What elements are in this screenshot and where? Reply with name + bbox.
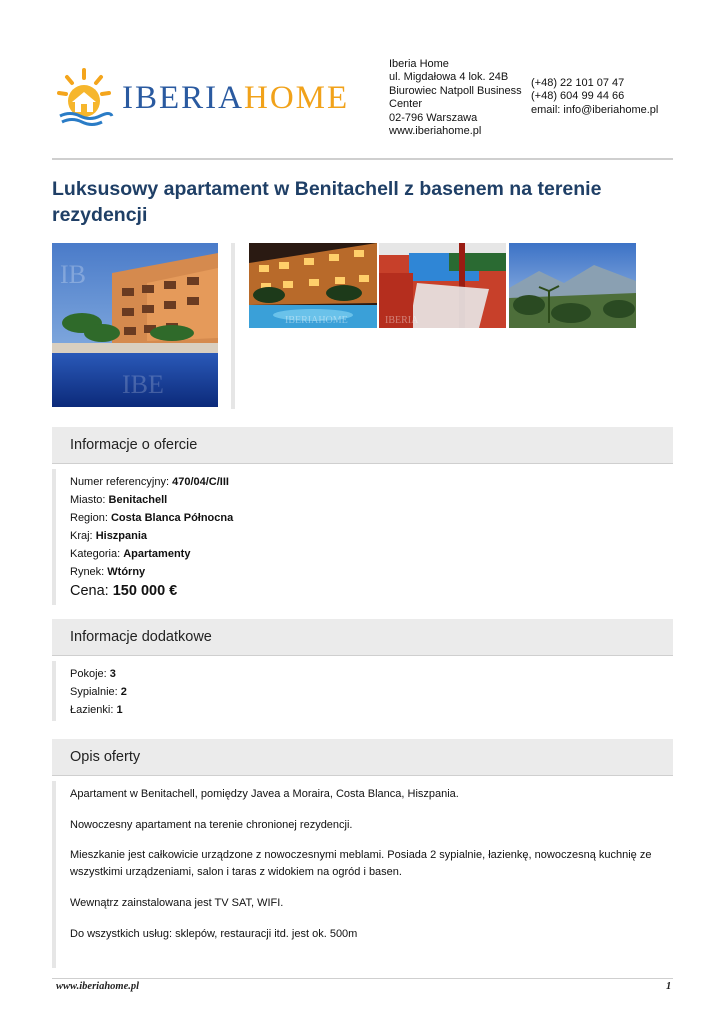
row-label: Region: [70,512,111,524]
info-row-reference [70,476,229,488]
info-row-region [70,512,233,524]
row-value: 3 [109,668,116,680]
price-value: 150 000 € [112,583,178,599]
price-label: Cena: [70,583,113,599]
photo-mountain-view[interactable] [509,243,636,328]
price-row [70,583,177,599]
page-number: 1 [666,981,672,992]
row-label: Pokoje: [70,668,110,680]
header-divider [52,158,673,160]
description-header [52,739,673,776]
extra-info-body [52,661,673,721]
row-label: Sypialnie: [70,686,121,698]
photo-pool-night[interactable] [249,243,377,328]
row-label: Numer referencyjny: [70,476,173,488]
row-label: Miasto: [70,494,109,506]
footer-divider [52,978,673,979]
company-contacts [531,77,681,117]
sun-house-icon [54,66,114,128]
offer-info-header [52,427,673,464]
row-label: Łazienki: [70,704,117,716]
gallery-divider [231,243,235,409]
logo-text-iberia: IBERIA [122,80,244,116]
row-value: 470/04/C/III [172,476,229,488]
address-line: ul. Migdałowa 4 lok. 24B [389,71,509,84]
iberiahome-logo [54,66,354,128]
extra-info-header [52,619,673,656]
info-row-category [70,548,190,560]
info-row-bathrooms [70,704,123,716]
photo-watermark: IBERIAHOME [285,315,348,326]
phone-number[interactable]: (+48) 604 99 44 66 [531,90,625,103]
description-paragraph: Do wszystkich usług: sklepów, restauracji itd. jest ok. 500m [70,928,358,940]
info-row-rooms [70,668,116,680]
row-label: Rynek: [70,566,108,578]
photo-terrace-pool[interactable] [379,243,506,328]
description-body [52,781,673,968]
photo-watermark: IB [60,260,86,289]
section-title: Informacje o ofercie [70,437,198,453]
row-value: Wtórny [107,566,146,578]
main-photo-residence-pool[interactable] [52,243,218,407]
info-row-bedrooms [70,686,127,698]
row-label: Kraj: [70,530,96,542]
row-value: 1 [116,704,123,716]
email-address[interactable]: email: info@iberiahome.pl [531,103,659,116]
row-value: Apartamenty [123,548,191,560]
description-paragraph: Mieszkanie jest całkowicie urządzone z nowoczesnymi meblami. Posiada 2 sypialnie, łazienkę, nowoczesną kuchnię ze wszystkimi urządzeniami, salon i taras z widokiem na ogród i basen. [70,849,652,878]
listing-title: Luksusowy apartament w Benitachell z basenem na terenie rezydencji [52,178,602,226]
section-title: Opis oferty [70,749,141,765]
row-value: Benitachell [108,494,168,506]
address-line: Iberia Home [389,58,449,70]
info-row-market [70,566,145,578]
section-title: Informacje dodatkowe [70,629,212,645]
row-value: 2 [120,686,127,698]
logo-text-home: HOME [244,80,350,116]
row-value: Hiszpania [95,530,148,542]
footer-website-link[interactable]: www.iberiahome.pl [56,981,140,992]
company-address [389,58,529,138]
photo-watermark: IBERIA [385,315,419,326]
description-paragraph: Wewnątrz zainstalowana jest TV SAT, WIFI. [70,897,284,909]
row-label: Kategoria: [70,548,124,560]
row-value: Costa Blanca Północna [110,512,234,524]
photo-watermark: IBE [122,370,164,399]
info-row-country [70,530,147,542]
address-line: 02-796 Warszawa [389,111,478,124]
website-link[interactable]: www.iberiahome.pl [389,125,482,138]
phone-number[interactable]: (+48) 22 101 07 47 [531,77,625,89]
description-paragraph: Nowoczesny apartament na terenie chronionej rezydencji. [70,819,353,831]
address-line: Center [389,98,423,111]
description-paragraph: Apartament w Benitachell, pomiędzy Javea a Moraira, Costa Blanca, Hiszpania. [70,788,459,800]
offer-info-body [52,469,673,605]
info-row-city [70,494,167,506]
address-line: Biurowiec Natpoll Business [389,84,522,97]
